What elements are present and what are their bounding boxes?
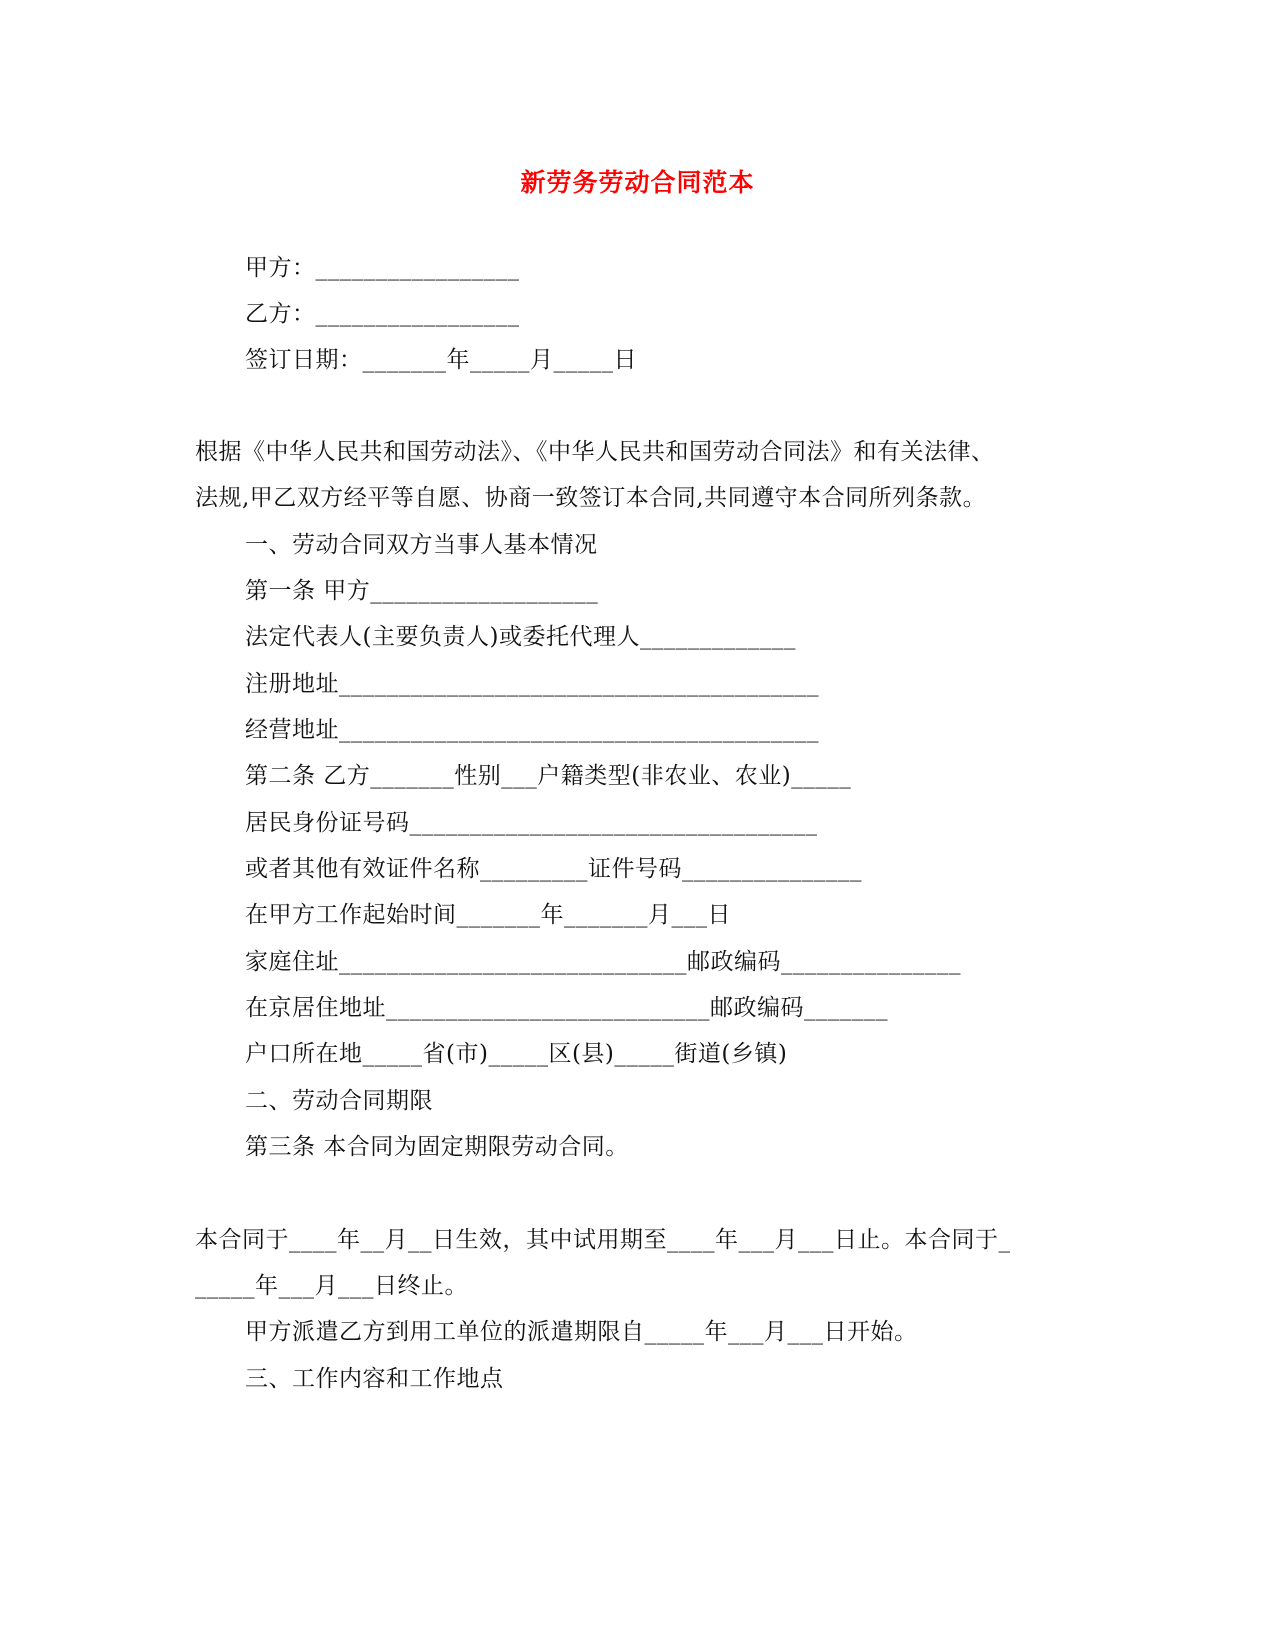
form-field-line: 经营地址________________________________________ <box>245 717 819 743</box>
body-paragraph-line: 甲方派遣乙方到用工单位的派遣期限自_____年___月___日开始。 <box>245 1319 918 1345</box>
body-paragraph-line: 本合同于____年__月__日生效，其中试用期至____年___月___日止。本合同于_ <box>195 1227 1011 1253</box>
form-field-line: 在京居住地址___________________________邮政编码_______ <box>245 995 888 1021</box>
article-line: 第二条 乙方_______性别___户籍类型(非农业、农业)_____ <box>245 763 852 789</box>
form-field-line: 居民身份证号码__________________________________ <box>245 810 818 836</box>
body-paragraph-line: 根据《中华人民共和国劳动法》、《中华人民共和国劳动合同法》和有关法律、 <box>195 439 995 465</box>
form-field-line: 法定代表人(主要负责人)或委托代理人_____________ <box>245 624 796 650</box>
signing-date-line: 签订日期：_______年_____月_____日 <box>245 347 637 373</box>
body-paragraph-line: 法规,甲乙双方经平等自愿、协商一致签订本合同,共同遵守本合同所列条款。 <box>195 485 987 511</box>
section-heading: 三、工作内容和工作地点 <box>245 1366 504 1392</box>
form-field-line: 户口所在地_____省(市)_____区(县)_____街道(乡镇) <box>245 1041 788 1067</box>
section-heading: 二、劳动合同期限 <box>245 1088 433 1114</box>
party-a-line: 甲方：_________________ <box>245 255 520 281</box>
section-heading: 一、劳动合同双方当事人基本情况 <box>245 532 598 558</box>
form-field-line: 家庭住址_____________________________邮政编码_______________ <box>245 949 961 975</box>
form-field-line: 在甲方工作起始时间_______年_______月___日 <box>245 902 731 928</box>
form-field-line: 注册地址________________________________________ <box>245 671 819 697</box>
article-line: 第三条 本合同为固定期限劳动合同。 <box>245 1134 629 1160</box>
article-line: 第一条 甲方___________________ <box>245 578 599 604</box>
party-b-line: 乙方：_________________ <box>245 301 520 327</box>
body-paragraph-line: _____年___月___日终止。 <box>195 1273 468 1299</box>
document-title: 新劳务劳动合同范本 <box>520 168 755 197</box>
form-field-line: 或者其他有效证件名称_________证件号码_______________ <box>245 856 862 882</box>
